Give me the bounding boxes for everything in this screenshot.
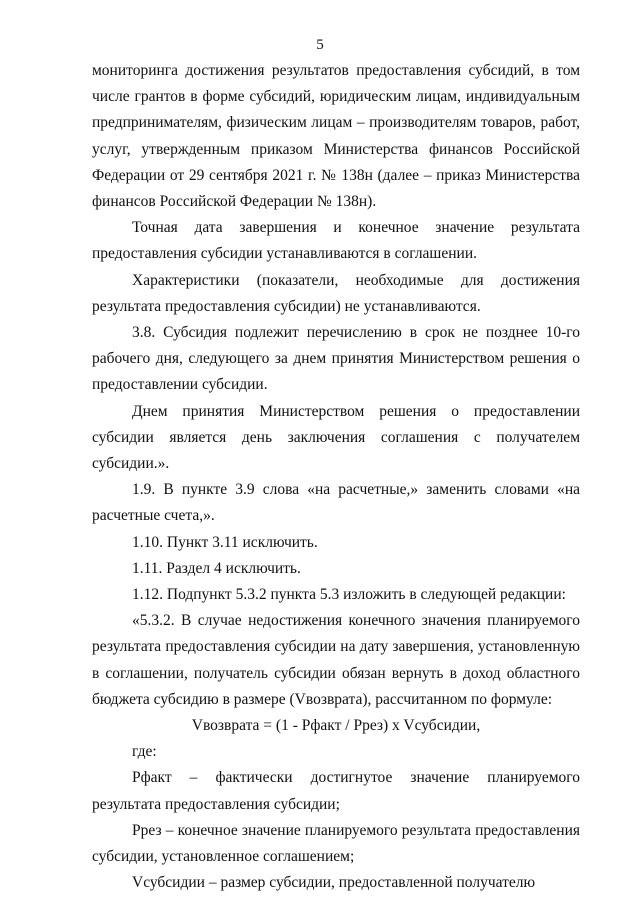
paragraph-1-10: 1.10. Пункт 3.11 исключить.	[132, 533, 318, 551]
paragraph-1-9: 1.9. В пункте 3.9 слова «на расчетные,» заменить словами «на расчетные счета,».	[92, 481, 580, 525]
paragraph-5-3-2: «5.3.2. В случае недостижения конечного значения планируемого результата предоставления субсидии на дату завершения, установленную в соглашении, получатель субсидии обязан вернуть в доход областного бюджета субсидию в размере (Vвозврата), рассчитанном по формуле:	[92, 612, 580, 708]
document-body	[92, 58, 580, 897]
paragraph-decision-day: Днем принятия Министерством решения о предоставлении субсидии является день заключения соглашения с получателем субсидии.».	[92, 402, 580, 473]
paragraph-1-12: 1.12. Подпункт 5.3.2 пункта 5.3 изложить в следующей редакции:	[132, 586, 566, 604]
definition-vsubsidii: Vсубсидии – размер субсидии, предоставленной получателю	[132, 874, 536, 892]
paragraph-3-8: 3.8. Субсидия подлежит перечислению в срок не позднее 10-го рабочего дня, следующего за днем принятия Министерством решения о предоставлении субсидии.	[92, 324, 580, 394]
definition-pfact: Pфакт – фактически достигнутое значение планируемого результата предоставления субсидии;	[92, 769, 580, 813]
paragraph-characteristics: Характеристики (показатели, необходимые для достижения результата предоставления субсидии) не устанавливаются.	[92, 271, 580, 315]
paragraph-continuation: мониторинга достижения результатов предоставления субсидий, в том числе грантов в форме субсидий, юридическим лицам, индивидуальным предпринимателям, физическим лицам – производителям товаров, работ, услуг, утвержденным приказом Министерства финансов Российской Федерации от 29 сентября 2021 г. № 138н (далее – приказ Министерства финансов Российской Федерации № 138н).	[92, 62, 580, 211]
definition-pres: Pрез – конечное значение планируемого результата предоставления субсидии, установленное соглашением;	[92, 821, 580, 866]
paragraph-where: где:	[132, 743, 157, 761]
paragraph-completion-date: Точная дата завершения и конечное значение результата предоставления субсидии устанавливаются в соглашении.	[92, 219, 580, 263]
formula: Vвозврата = (1 - Pфакт / Pрез) x Vсубсидии,	[191, 717, 481, 735]
page-number: 5	[316, 37, 324, 53]
paragraph-1-11: 1.11. Раздел 4 исключить.	[132, 559, 301, 577]
